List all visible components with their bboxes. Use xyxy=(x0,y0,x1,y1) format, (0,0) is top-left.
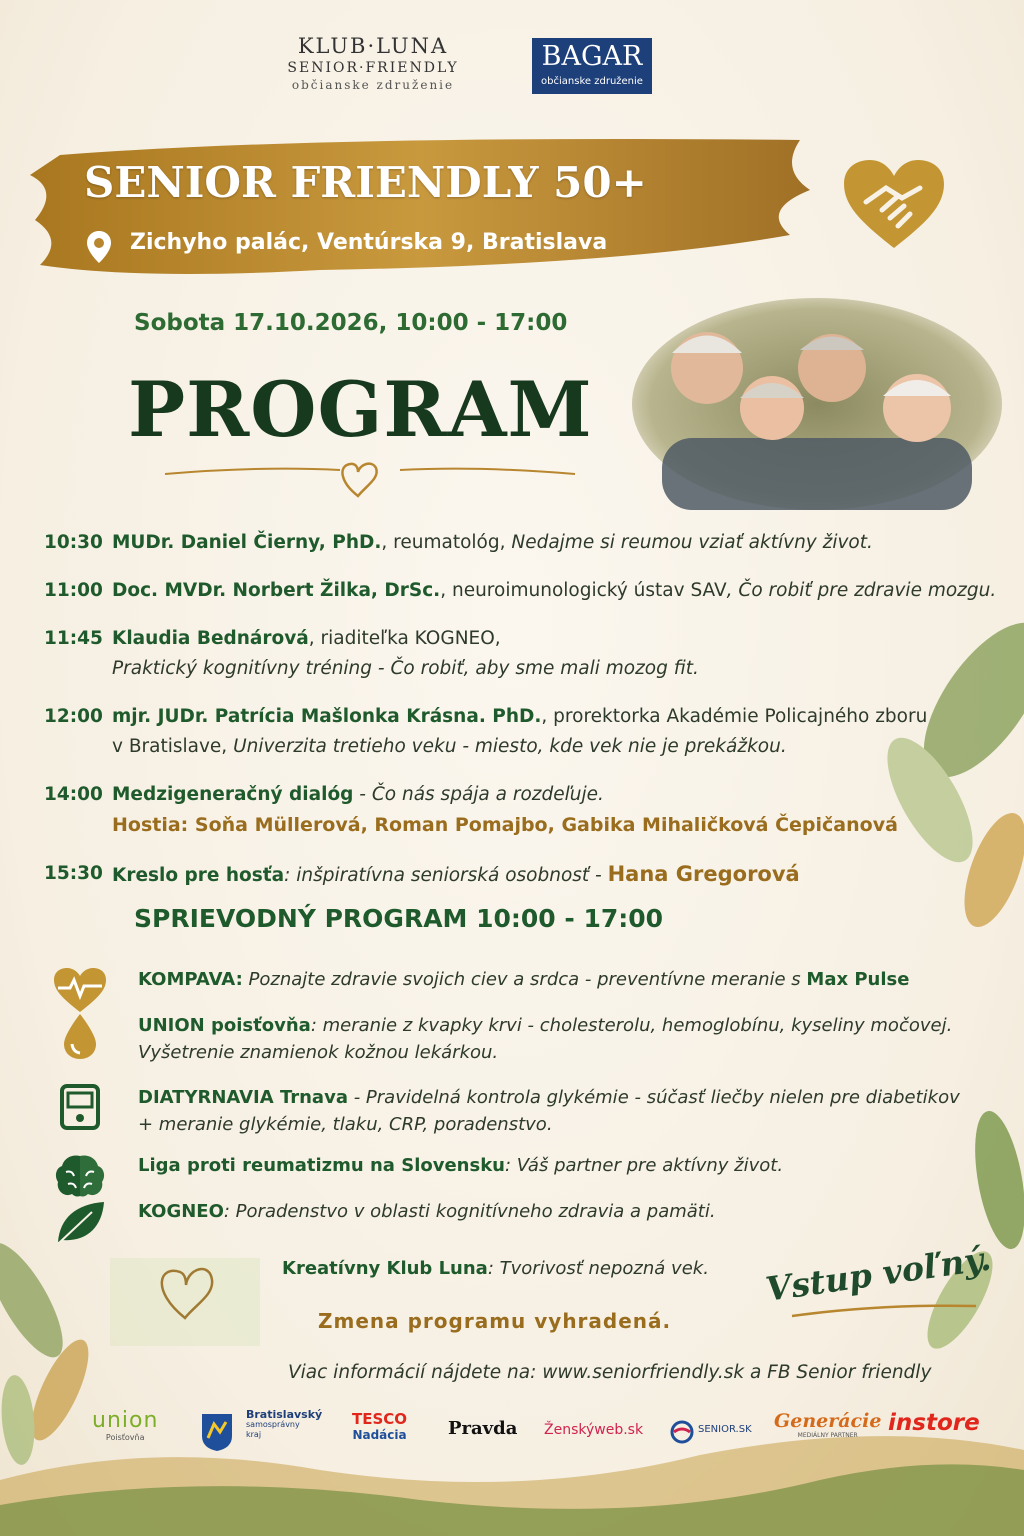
guests-list: Hostia: Soňa Müllerová, Roman Pomajbo, Gabika Mihaličková Čepičanová xyxy=(112,814,898,836)
bsk-line3: kraj xyxy=(246,1430,262,1439)
bagar-logo xyxy=(532,38,652,94)
kreativny-desc: : Tvorivosť nepozná vek. xyxy=(487,1258,709,1279)
talk-topic: Univerzita tretieho veku - miesto, kde vek nie je prekážkou. xyxy=(233,736,787,757)
speaker-role: , reumatológ, xyxy=(381,532,512,553)
sponsors-bar xyxy=(88,1408,988,1458)
talk-topic: , Čo robiť pre zdravie mozgu. xyxy=(726,580,997,601)
bsk-crest-icon xyxy=(200,1412,234,1452)
zensky-web-logo: Ženskýweb.sk xyxy=(544,1422,644,1438)
event-date: Sobota 17.10.2026, 10:00 - 17:00 xyxy=(134,310,568,336)
klub-luna-logo-line3: občianske združenie xyxy=(291,78,455,92)
side-program-item xyxy=(52,1152,1012,1198)
bsk-line2: samosprávny xyxy=(246,1420,300,1429)
talk-topic: - Čo nás spája a rozdeľuje. xyxy=(353,784,604,805)
partner-name: KOMPAVA: xyxy=(138,969,243,990)
talk-topic: Praktický kognitívny tréning - Čo robiť, aby sme mali mozog fit. xyxy=(112,658,699,679)
klub-luna-logo-line2: SENIOR·FRIENDLY xyxy=(287,60,459,76)
side-program-item xyxy=(52,1198,1012,1244)
side-program-item xyxy=(52,1012,1012,1084)
schedule-time: 12:00 xyxy=(44,706,103,727)
union-logo-text: union xyxy=(92,1408,159,1433)
kreativny-klub-line xyxy=(282,1258,709,1279)
kreativny-name: Kreatívny Klub Luna xyxy=(282,1258,488,1279)
partner-desc-cont: Vyšetrenie znamienok kožnou lekárkou. xyxy=(138,1042,499,1063)
senior-sk-logo: SENIOR.SK xyxy=(698,1424,752,1435)
tesco-logo xyxy=(352,1410,407,1442)
event-title: SENIOR FRIENDLY 50+ xyxy=(84,158,647,207)
speaker-role-cont: v Bratislave, xyxy=(112,736,234,757)
speaker-name: mjr. JUDr. Patrícia Mašlonka Krásna. PhD. xyxy=(112,706,542,727)
free-entry-label: Vstup voľný. xyxy=(763,1238,994,1309)
schedule-time: 10:30 xyxy=(44,532,103,553)
partner-desc: : Váš partner pre aktívny život. xyxy=(504,1155,784,1176)
partner-name: DIATYRNAVIA Trnava xyxy=(138,1087,348,1108)
instore-logo: instore xyxy=(888,1410,980,1436)
side-program-item xyxy=(52,1084,1012,1152)
brain-icon xyxy=(52,1152,108,1200)
partner-name: Liga proti reumatizmu na Slovensku xyxy=(138,1155,505,1176)
talk-topic: Nedajme si reumou vziať aktívny život. xyxy=(511,532,873,553)
more-info-line: Viac informácií nájdete na: www.seniorfriendly.sk a FB Senior friendly xyxy=(288,1362,932,1383)
side-program-item xyxy=(52,966,1012,1012)
schedule-item xyxy=(44,780,1014,841)
speaker-role: , neuroimunologický ústav SAV xyxy=(440,580,727,601)
glucometer-icon xyxy=(52,1084,108,1132)
schedule-item xyxy=(44,624,1014,684)
speaker-name: Klaudia Bednárová xyxy=(112,628,309,649)
partner-desc: : Poradenstvo v oblasti kognitívneho zdravia a pamäti. xyxy=(223,1201,716,1222)
side-program xyxy=(52,966,1012,1244)
session-name: Kreslo pre hosťa xyxy=(112,865,285,886)
generacie-text: Generácie xyxy=(774,1410,882,1432)
speaker-role: , riaditeľka KOGNEO, xyxy=(308,628,501,649)
partner-desc: Poznajte zdravie svojich ciev a srdca - preventívne meranie s xyxy=(242,969,807,990)
schedule-item xyxy=(44,859,1014,891)
location-pin-icon xyxy=(86,230,112,264)
generacie-logo xyxy=(774,1410,881,1439)
bsk-line1: Bratislavský xyxy=(246,1408,323,1421)
session-name: Medzigeneračný dialóg xyxy=(112,784,354,805)
schedule xyxy=(44,528,1014,909)
generacie-sub: MEDIÁLNY PARTNER xyxy=(797,1432,858,1439)
klub-luna-logo-line1: KLUB·LUNA xyxy=(297,34,449,58)
partner-desc: - Pravidelná kontrola glykémie - súčasť liečby nielen pre diabetikov xyxy=(347,1087,960,1108)
tesco-line1: TESCO xyxy=(352,1410,408,1428)
partner-bold-end: Max Pulse xyxy=(806,969,910,990)
partner-name: KOGNEO xyxy=(138,1201,224,1222)
speaker-role: , prorektorka Akadémie Policajného zboru xyxy=(541,706,928,727)
schedule-time: 15:30 xyxy=(44,863,103,884)
guest-name: Hana Gregorová xyxy=(607,862,800,886)
union-logo-sub: Poisťovňa xyxy=(105,1433,145,1442)
heart-handshake-icon xyxy=(842,158,946,250)
schedule-time: 11:45 xyxy=(44,628,103,649)
bsk-logo-text xyxy=(246,1410,322,1440)
heart-pulse-icon xyxy=(52,966,108,1014)
klub-luna-logo xyxy=(278,34,468,92)
heart-divider xyxy=(160,452,580,502)
partner-desc-cont: + meranie glykémie, tlaku, CRP, poradenstvo. xyxy=(138,1114,553,1135)
speaker-name: MUDr. Daniel Čierny, PhD. xyxy=(112,532,382,553)
program-change-notice: Zmena programu vyhradená. xyxy=(318,1309,672,1333)
program-heading: PROGRAM xyxy=(128,365,593,454)
banner-brush xyxy=(20,130,820,290)
seniors-photo xyxy=(632,298,1002,510)
bagar-logo-line1: BAGAR xyxy=(541,41,643,72)
blood-drop-icon xyxy=(52,1012,108,1060)
partner-name: UNION poisťovňa xyxy=(138,1015,311,1036)
free-entry-underline xyxy=(790,1300,980,1320)
schedule-time: 11:00 xyxy=(44,580,103,601)
partner-desc: : meranie z kvapky krvi - cholesterolu, hemoglobínu, kyseliny močovej. xyxy=(310,1015,953,1036)
senior-sk-icon xyxy=(670,1420,694,1444)
tesco-line2: Nadácia xyxy=(352,1428,407,1442)
pravda-logo: Pravda xyxy=(448,1418,518,1439)
side-program-title: SPRIEVODNÝ PROGRAM 10:00 - 17:00 xyxy=(134,904,664,933)
union-logo xyxy=(92,1408,158,1442)
event-address: Zichyho palác, Ventúrska 9, Bratislava xyxy=(130,230,608,255)
leaf-icon xyxy=(52,1198,108,1246)
schedule-item xyxy=(44,702,1014,762)
schedule-item xyxy=(44,528,1014,558)
bagar-logo-line2: občianske združenie xyxy=(541,76,643,87)
schedule-item xyxy=(44,576,1014,606)
talk-topic: : inšpiratívna seniorská osobnosť - xyxy=(284,865,608,886)
speaker-name: Doc. MVDr. Norbert Žilka, DrSc. xyxy=(112,580,441,601)
schedule-time: 14:00 xyxy=(44,784,103,805)
